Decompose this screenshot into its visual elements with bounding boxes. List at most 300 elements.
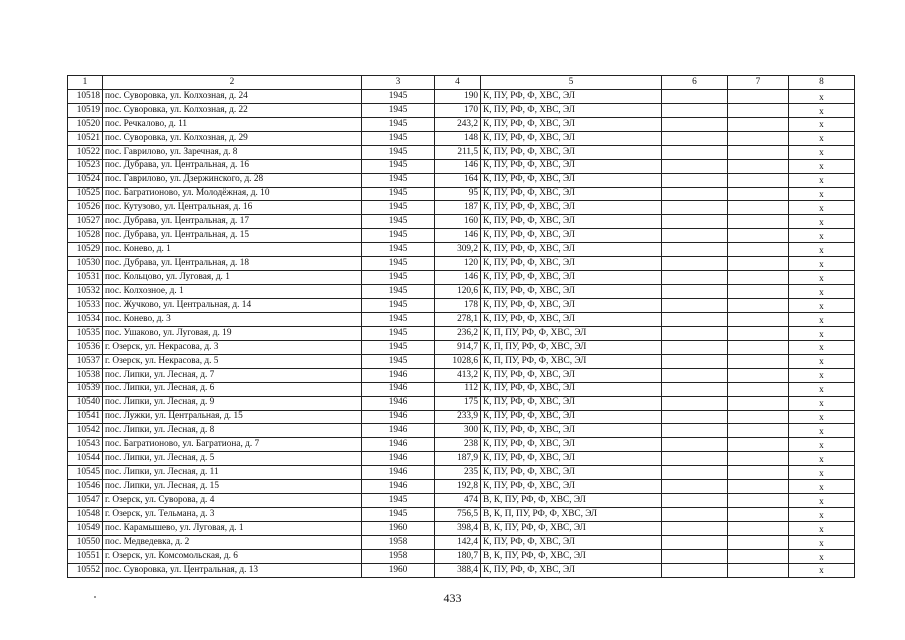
cell-year-built: 1945 <box>362 326 435 340</box>
cell-column-8-mark: х <box>789 201 855 215</box>
cell-column-6 <box>662 159 728 173</box>
table-row <box>68 494 855 508</box>
column-header-8: 8 <box>789 76 855 90</box>
cell-row-number: 10542 <box>68 424 103 438</box>
cell-year-built: 1945 <box>362 215 435 229</box>
cell-year-built: 1945 <box>362 271 435 285</box>
table-row <box>68 173 855 187</box>
cell-column-6 <box>662 340 728 354</box>
cell-area: 180,7 <box>435 549 481 563</box>
cell-row-number: 10534 <box>68 312 103 326</box>
table-row <box>68 215 855 229</box>
cell-area: 300 <box>435 424 481 438</box>
table-row <box>68 89 855 103</box>
cell-area: 388,4 <box>435 563 481 577</box>
cell-column-7 <box>728 285 789 299</box>
cell-column-6 <box>662 396 728 410</box>
cell-address: пос. Липки, ул. Лесная, д. 15 <box>103 480 362 494</box>
cell-area: 120,6 <box>435 285 481 299</box>
column-header-1: 1 <box>68 76 103 90</box>
cell-systems: В, К, ПУ, РФ, Ф, ХВС, ЭЛ <box>481 522 662 536</box>
cell-column-7 <box>728 89 789 103</box>
cell-column-8-mark: х <box>789 549 855 563</box>
table-row <box>68 257 855 271</box>
cell-column-7 <box>728 257 789 271</box>
cell-address: г. Озерск, ул. Суворова, д. 4 <box>103 494 362 508</box>
cell-year-built: 1945 <box>362 131 435 145</box>
cell-systems: К, ПУ, РФ, Ф, ХВС, ЭЛ <box>481 312 662 326</box>
cell-row-number: 10550 <box>68 535 103 549</box>
column-header-5: 5 <box>481 76 662 90</box>
cell-column-7 <box>728 563 789 577</box>
cell-column-8-mark: х <box>789 159 855 173</box>
cell-systems: К, ПУ, РФ, Ф, ХВС, ЭЛ <box>481 131 662 145</box>
cell-systems: К, ПУ, РФ, Ф, ХВС, ЭЛ <box>481 103 662 117</box>
cell-column-7 <box>728 312 789 326</box>
cell-column-6 <box>662 312 728 326</box>
cell-column-7 <box>728 229 789 243</box>
cell-area: 146 <box>435 271 481 285</box>
cell-systems: К, ПУ, РФ, Ф, ХВС, ЭЛ <box>481 535 662 549</box>
cell-area: 164 <box>435 173 481 187</box>
column-header-2: 2 <box>103 76 362 90</box>
cell-column-8-mark: х <box>789 508 855 522</box>
cell-column-6 <box>662 480 728 494</box>
cell-column-7 <box>728 187 789 201</box>
cell-column-7 <box>728 410 789 424</box>
cell-row-number: 10552 <box>68 563 103 577</box>
cell-systems: К, ПУ, РФ, Ф, ХВС, ЭЛ <box>481 424 662 438</box>
cell-column-8-mark: х <box>789 396 855 410</box>
cell-row-number: 10532 <box>68 285 103 299</box>
cell-column-7 <box>728 243 789 257</box>
cell-systems: К, ПУ, РФ, Ф, ХВС, ЭЛ <box>481 145 662 159</box>
table-row <box>68 368 855 382</box>
cell-address: пос. Медведевка, д. 2 <box>103 535 362 549</box>
cell-address: пос. Лужки, ул. Центральная, д. 15 <box>103 410 362 424</box>
cell-address: пос. Речкалово, д. 11 <box>103 117 362 131</box>
cell-year-built: 1946 <box>362 410 435 424</box>
cell-column-8-mark: х <box>789 243 855 257</box>
cell-address: г. Озерск, ул. Тельмана, д. 3 <box>103 508 362 522</box>
cell-column-8-mark: х <box>789 271 855 285</box>
cell-address: пос. Липки, ул. Лесная, д. 7 <box>103 368 362 382</box>
cell-column-7 <box>728 438 789 452</box>
cell-column-6 <box>662 382 728 396</box>
cell-address: пос. Липки, ул. Лесная, д. 9 <box>103 396 362 410</box>
cell-area: 175 <box>435 396 481 410</box>
cell-column-7 <box>728 535 789 549</box>
table-row <box>68 563 855 577</box>
cell-area: 120 <box>435 257 481 271</box>
cell-area: 160 <box>435 215 481 229</box>
cell-column-6 <box>662 285 728 299</box>
cell-area: 1028,6 <box>435 354 481 368</box>
cell-area: 238 <box>435 438 481 452</box>
cell-area: 235 <box>435 466 481 480</box>
table-row <box>68 229 855 243</box>
table-row <box>68 117 855 131</box>
cell-row-number: 10533 <box>68 299 103 313</box>
cell-address: пос. Конево, д. 1 <box>103 243 362 257</box>
table-row <box>68 410 855 424</box>
cell-column-6 <box>662 452 728 466</box>
cell-systems: К, ПУ, РФ, Ф, ХВС, ЭЛ <box>481 438 662 452</box>
cell-column-8-mark: х <box>789 410 855 424</box>
table-row <box>68 299 855 313</box>
cell-year-built: 1946 <box>362 466 435 480</box>
cell-column-7 <box>728 215 789 229</box>
cell-systems: К, ПУ, РФ, Ф, ХВС, ЭЛ <box>481 368 662 382</box>
cell-address: пос. Дубрава, ул. Центральная, д. 18 <box>103 257 362 271</box>
cell-systems: К, ПУ, РФ, Ф, ХВС, ЭЛ <box>481 229 662 243</box>
cell-column-7 <box>728 382 789 396</box>
cell-year-built: 1945 <box>362 508 435 522</box>
cell-column-6 <box>662 215 728 229</box>
cell-year-built: 1945 <box>362 299 435 313</box>
column-header-3: 3 <box>362 76 435 90</box>
cell-year-built: 1958 <box>362 549 435 563</box>
cell-row-number: 10543 <box>68 438 103 452</box>
cell-area: 187,9 <box>435 452 481 466</box>
cell-row-number: 10537 <box>68 354 103 368</box>
cell-row-number: 10545 <box>68 466 103 480</box>
cell-column-8-mark: х <box>789 117 855 131</box>
cell-row-number: 10538 <box>68 368 103 382</box>
cell-column-8-mark: х <box>789 312 855 326</box>
cell-column-7 <box>728 131 789 145</box>
cell-address: пос. Дубрава, ул. Центральная, д. 17 <box>103 215 362 229</box>
cell-address: г. Озерск, ул. Комсомольская, д. 6 <box>103 549 362 563</box>
cell-column-6 <box>662 535 728 549</box>
table-row <box>68 452 855 466</box>
cell-column-6 <box>662 326 728 340</box>
cell-area: 192,8 <box>435 480 481 494</box>
cell-address: пос. Кольцово, ул. Луговая, д. 1 <box>103 271 362 285</box>
stray-mark <box>94 596 96 598</box>
table-row <box>68 285 855 299</box>
cell-column-6 <box>662 201 728 215</box>
cell-address: пос. Липки, ул. Лесная, д. 8 <box>103 424 362 438</box>
cell-year-built: 1946 <box>362 424 435 438</box>
table-row <box>68 535 855 549</box>
cell-column-8-mark: х <box>789 257 855 271</box>
cell-area: 233,9 <box>435 410 481 424</box>
cell-address: пос. Багратионово, ул. Багратиона, д. 7 <box>103 438 362 452</box>
cell-column-8-mark: х <box>789 424 855 438</box>
cell-systems: К, ПУ, РФ, Ф, ХВС, ЭЛ <box>481 215 662 229</box>
cell-column-8-mark: х <box>789 354 855 368</box>
cell-column-6 <box>662 145 728 159</box>
cell-year-built: 1945 <box>362 243 435 257</box>
cell-year-built: 1945 <box>362 354 435 368</box>
table-row <box>68 466 855 480</box>
cell-address: пос. Гаврилово, ул. Дзержинского, д. 28 <box>103 173 362 187</box>
cell-column-7 <box>728 508 789 522</box>
cell-column-8-mark: х <box>789 340 855 354</box>
cell-area: 187 <box>435 201 481 215</box>
cell-systems: В, К, ПУ, РФ, Ф, ХВС, ЭЛ <box>481 494 662 508</box>
cell-column-8-mark: х <box>789 466 855 480</box>
column-header-4: 4 <box>435 76 481 90</box>
cell-column-7 <box>728 480 789 494</box>
cell-area: 146 <box>435 229 481 243</box>
cell-column-8-mark: х <box>789 89 855 103</box>
cell-area: 309,2 <box>435 243 481 257</box>
cell-column-6 <box>662 257 728 271</box>
column-header-6: 6 <box>662 76 728 90</box>
table-row <box>68 312 855 326</box>
table-row <box>68 103 855 117</box>
cell-year-built: 1945 <box>362 145 435 159</box>
cell-column-8-mark: х <box>789 299 855 313</box>
table-row <box>68 549 855 563</box>
cell-area: 146 <box>435 159 481 173</box>
cell-row-number: 10541 <box>68 410 103 424</box>
table-row <box>68 271 855 285</box>
table-row <box>68 187 855 201</box>
cell-year-built: 1945 <box>362 285 435 299</box>
cell-address: пос. Липки, ул. Лесная, д. 6 <box>103 382 362 396</box>
cell-row-number: 10525 <box>68 187 103 201</box>
cell-row-number: 10530 <box>68 257 103 271</box>
cell-area: 914,7 <box>435 340 481 354</box>
cell-systems: К, ПУ, РФ, Ф, ХВС, ЭЛ <box>481 159 662 173</box>
cell-systems: К, ПУ, РФ, Ф, ХВС, ЭЛ <box>481 563 662 577</box>
cell-area: 112 <box>435 382 481 396</box>
cell-year-built: 1945 <box>362 229 435 243</box>
cell-year-built: 1945 <box>362 159 435 173</box>
cell-systems: К, ПУ, РФ, Ф, ХВС, ЭЛ <box>481 396 662 410</box>
cell-column-7 <box>728 103 789 117</box>
cell-column-7 <box>728 173 789 187</box>
cell-address: г. Озерск, ул. Некрасова, д. 3 <box>103 340 362 354</box>
cell-column-6 <box>662 89 728 103</box>
header-row <box>68 76 855 90</box>
cell-systems: К, ПУ, РФ, Ф, ХВС, ЭЛ <box>481 271 662 285</box>
cell-column-6 <box>662 187 728 201</box>
cell-row-number: 10523 <box>68 159 103 173</box>
cell-column-8-mark: х <box>789 382 855 396</box>
cell-row-number: 10520 <box>68 117 103 131</box>
cell-area: 170 <box>435 103 481 117</box>
cell-column-7 <box>728 340 789 354</box>
cell-year-built: 1946 <box>362 452 435 466</box>
cell-column-6 <box>662 354 728 368</box>
cell-systems: К, ПУ, РФ, Ф, ХВС, ЭЛ <box>481 257 662 271</box>
cell-year-built: 1960 <box>362 563 435 577</box>
cell-systems: К, ПУ, РФ, Ф, ХВС, ЭЛ <box>481 187 662 201</box>
cell-address: пос. Ушаково, ул. Луговая, д. 19 <box>103 326 362 340</box>
table-row <box>68 326 855 340</box>
cell-column-7 <box>728 354 789 368</box>
cell-column-7 <box>728 368 789 382</box>
cell-address: пос. Липки, ул. Лесная, д. 5 <box>103 452 362 466</box>
cell-column-6 <box>662 563 728 577</box>
cell-column-6 <box>662 494 728 508</box>
cell-column-6 <box>662 368 728 382</box>
cell-year-built: 1946 <box>362 382 435 396</box>
cell-column-8-mark: х <box>789 494 855 508</box>
cell-systems: К, ПУ, РФ, Ф, ХВС, ЭЛ <box>481 466 662 480</box>
cell-column-6 <box>662 131 728 145</box>
cell-year-built: 1945 <box>362 117 435 131</box>
cell-systems: К, П, ПУ, РФ, Ф, ХВС, ЭЛ <box>481 326 662 340</box>
cell-area: 243,2 <box>435 117 481 131</box>
cell-row-number: 10518 <box>68 89 103 103</box>
cell-column-6 <box>662 229 728 243</box>
page-number: 433 <box>443 591 462 605</box>
cell-year-built: 1958 <box>362 535 435 549</box>
cell-column-7 <box>728 326 789 340</box>
cell-column-8-mark: х <box>789 103 855 117</box>
table-row <box>68 382 855 396</box>
cell-area: 398,4 <box>435 522 481 536</box>
cell-column-7 <box>728 117 789 131</box>
cell-address: пос. Гаврилово, ул. Заречная, д. 8 <box>103 145 362 159</box>
cell-year-built: 1945 <box>362 340 435 354</box>
cell-address: пос. Жучково, ул. Центральная, д. 14 <box>103 299 362 313</box>
cell-address: пос. Багратионово, ул. Молодёжная, д. 10 <box>103 187 362 201</box>
cell-column-8-mark: х <box>789 229 855 243</box>
cell-column-7 <box>728 452 789 466</box>
cell-area: 474 <box>435 494 481 508</box>
cell-address: пос. Суворовка, ул. Колхозная, д. 24 <box>103 89 362 103</box>
cell-area: 142,4 <box>435 535 481 549</box>
cell-systems: К, ПУ, РФ, Ф, ХВС, ЭЛ <box>481 452 662 466</box>
cell-row-number: 10536 <box>68 340 103 354</box>
cell-row-number: 10528 <box>68 229 103 243</box>
cell-row-number: 10527 <box>68 215 103 229</box>
cell-year-built: 1946 <box>362 368 435 382</box>
cell-address: г. Озерск, ул. Некрасова, д. 5 <box>103 354 362 368</box>
cell-year-built: 1946 <box>362 438 435 452</box>
cell-row-number: 10549 <box>68 522 103 536</box>
cell-area: 278,1 <box>435 312 481 326</box>
table-row <box>68 438 855 452</box>
cell-column-8-mark: х <box>789 522 855 536</box>
cell-area: 756,5 <box>435 508 481 522</box>
cell-address: пос. Суворовка, ул. Колхозная, д. 29 <box>103 131 362 145</box>
cell-year-built: 1945 <box>362 257 435 271</box>
cell-row-number: 10547 <box>68 494 103 508</box>
cell-column-7 <box>728 159 789 173</box>
cell-column-7 <box>728 424 789 438</box>
cell-row-number: 10548 <box>68 508 103 522</box>
cell-address: пос. Конево, д. 3 <box>103 312 362 326</box>
cell-column-8-mark: х <box>789 535 855 549</box>
cell-column-7 <box>728 494 789 508</box>
cell-column-7 <box>728 549 789 563</box>
table-row <box>68 201 855 215</box>
cell-column-8-mark: х <box>789 173 855 187</box>
cell-column-6 <box>662 424 728 438</box>
cell-column-7 <box>728 466 789 480</box>
cell-address: пос. Дубрава, ул. Центральная, д. 15 <box>103 229 362 243</box>
cell-row-number: 10551 <box>68 549 103 563</box>
cell-column-6 <box>662 243 728 257</box>
cell-address: пос. Кутузово, ул. Центральная, д. 16 <box>103 201 362 215</box>
cell-column-7 <box>728 271 789 285</box>
cell-row-number: 10531 <box>68 271 103 285</box>
cell-year-built: 1946 <box>362 480 435 494</box>
cell-column-6 <box>662 549 728 563</box>
cell-area: 190 <box>435 89 481 103</box>
table-row <box>68 131 855 145</box>
cell-area: 413,2 <box>435 368 481 382</box>
cell-address: пос. Липки, ул. Лесная, д. 11 <box>103 466 362 480</box>
cell-area: 148 <box>435 131 481 145</box>
table-row <box>68 508 855 522</box>
cell-column-8-mark: х <box>789 438 855 452</box>
cell-column-8-mark: х <box>789 215 855 229</box>
cell-column-8-mark: х <box>789 285 855 299</box>
cell-column-6 <box>662 466 728 480</box>
cell-area: 95 <box>435 187 481 201</box>
table-row <box>68 424 855 438</box>
cell-year-built: 1945 <box>362 89 435 103</box>
cell-year-built: 1945 <box>362 312 435 326</box>
cell-row-number: 10519 <box>68 103 103 117</box>
table-header <box>68 76 855 90</box>
cell-column-6 <box>662 438 728 452</box>
cell-column-6 <box>662 410 728 424</box>
cell-row-number: 10526 <box>68 201 103 215</box>
cell-systems: В, К, П, ПУ, РФ, Ф, ХВС, ЭЛ <box>481 508 662 522</box>
cell-column-6 <box>662 299 728 313</box>
cell-year-built: 1945 <box>362 173 435 187</box>
column-header-7: 7 <box>728 76 789 90</box>
cell-year-built: 1945 <box>362 201 435 215</box>
table-row <box>68 396 855 410</box>
cell-address: пос. Карамышево, ул. Луговая, д. 1 <box>103 522 362 536</box>
table-row <box>68 522 855 536</box>
cell-systems: К, ПУ, РФ, Ф, ХВС, ЭЛ <box>481 480 662 494</box>
cell-column-8-mark: х <box>789 145 855 159</box>
cell-column-6 <box>662 522 728 536</box>
cell-address: пос. Суворовка, ул. Колхозная, д. 22 <box>103 103 362 117</box>
cell-column-8-mark: х <box>789 368 855 382</box>
cell-address: пос. Колхозное, д. 1 <box>103 285 362 299</box>
cell-column-7 <box>728 299 789 313</box>
cell-row-number: 10546 <box>68 480 103 494</box>
cell-systems: К, ПУ, РФ, Ф, ХВС, ЭЛ <box>481 117 662 131</box>
cell-column-8-mark: х <box>789 131 855 145</box>
cell-column-6 <box>662 271 728 285</box>
table-row <box>68 480 855 494</box>
table-body <box>68 89 855 577</box>
cell-row-number: 10522 <box>68 145 103 159</box>
table-row <box>68 159 855 173</box>
cell-column-8-mark: х <box>789 480 855 494</box>
cell-systems: К, ПУ, РФ, Ф, ХВС, ЭЛ <box>481 410 662 424</box>
cell-row-number: 10521 <box>68 131 103 145</box>
cell-column-7 <box>728 396 789 410</box>
cell-column-8-mark: х <box>789 187 855 201</box>
cell-column-8-mark: х <box>789 452 855 466</box>
cell-year-built: 1946 <box>362 396 435 410</box>
cell-row-number: 10524 <box>68 173 103 187</box>
table-row <box>68 145 855 159</box>
cell-systems: К, ПУ, РФ, Ф, ХВС, ЭЛ <box>481 173 662 187</box>
registry-table <box>67 75 855 578</box>
cell-column-7 <box>728 145 789 159</box>
cell-row-number: 10544 <box>68 452 103 466</box>
cell-systems: К, ПУ, РФ, Ф, ХВС, ЭЛ <box>481 285 662 299</box>
cell-column-6 <box>662 117 728 131</box>
cell-row-number: 10540 <box>68 396 103 410</box>
cell-systems: К, П, ПУ, РФ, Ф, ХВС, ЭЛ <box>481 354 662 368</box>
